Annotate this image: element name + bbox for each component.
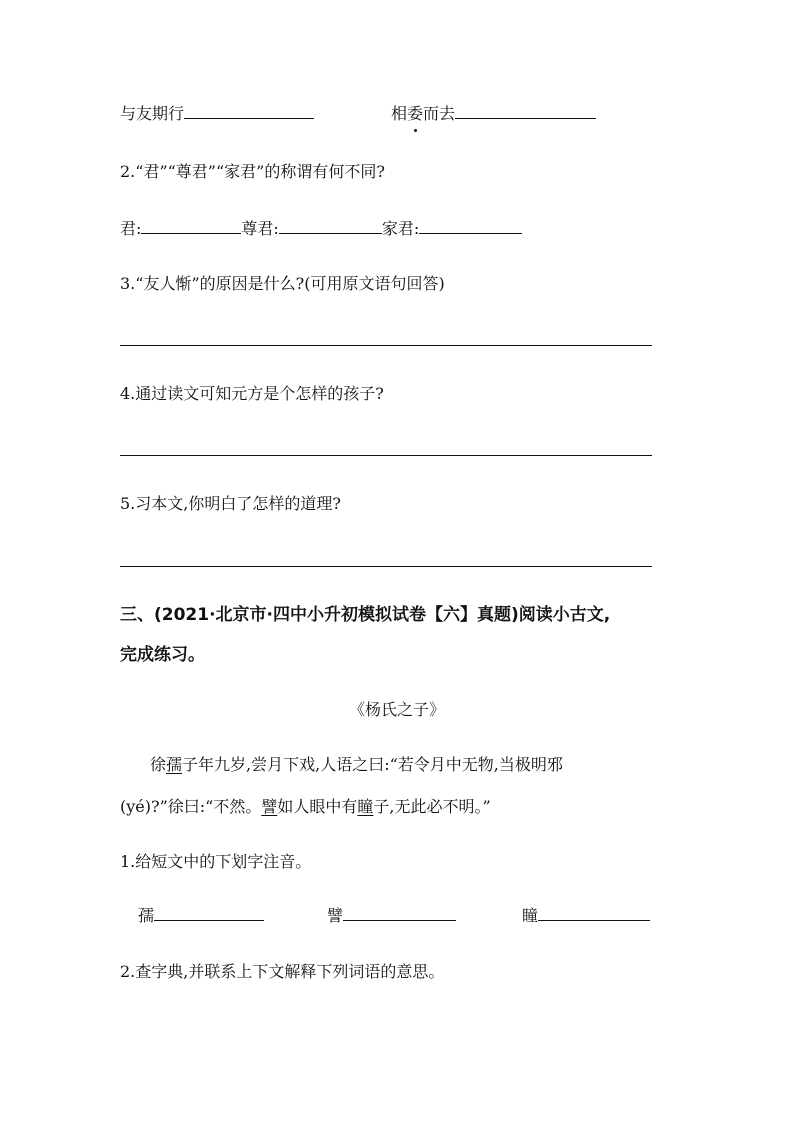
sub-question-1: 1.给短文中的下划字注音。 bbox=[120, 852, 312, 871]
vocab-right-word-pre: 相 bbox=[391, 104, 408, 123]
passage-line2-end: 子,无此必不明。” bbox=[373, 797, 491, 816]
question-2: 2.“君”“尊君”“家君”的称谓有何不同? bbox=[120, 162, 385, 181]
underlined-char-pi: 譬 bbox=[261, 797, 278, 816]
passage-title: 《杨氏之子》 bbox=[348, 700, 445, 719]
vocab-row-right bbox=[391, 102, 596, 126]
blank-jun[interactable] bbox=[141, 219, 241, 234]
vocab-right-word-post: 而去 bbox=[423, 104, 456, 123]
question-4: 4.通过读文可知元方是个怎样的孩子? bbox=[120, 384, 384, 403]
vocab-right-word-dotted: 委 bbox=[407, 102, 423, 126]
pinyin-item-3 bbox=[522, 904, 650, 928]
passage-line2-mid: 如人眼中有 bbox=[277, 797, 358, 816]
blank-jiajun[interactable] bbox=[419, 219, 522, 234]
vocab-row bbox=[120, 102, 314, 126]
section-3-heading-line2: 完成练习。 bbox=[120, 645, 205, 665]
pinyin-item-1 bbox=[138, 904, 264, 928]
pinyin-blank-1[interactable] bbox=[154, 906, 264, 921]
sub-question-2: 2.查字典,并联系上下文解释下列词语的意思。 bbox=[120, 962, 445, 981]
question-2-answers bbox=[120, 217, 522, 241]
label-jun: 君: bbox=[120, 219, 142, 238]
vocab-left-word: 与友期行 bbox=[120, 104, 185, 123]
passage-line1-start: 徐 bbox=[150, 755, 167, 774]
passage-line-2 bbox=[120, 795, 491, 819]
answer-line-q3[interactable] bbox=[120, 345, 652, 346]
pinyin-blank-3[interactable] bbox=[538, 906, 650, 921]
blank-zunjun[interactable] bbox=[279, 219, 382, 234]
pinyin-char-1: 孺 bbox=[138, 906, 155, 925]
passage-line2-start: (yé)?”徐曰:“不然。 bbox=[120, 797, 262, 816]
vocab-right-blank[interactable] bbox=[455, 104, 596, 119]
label-jiajun: 家君: bbox=[381, 219, 420, 238]
label-zunjun: 尊君: bbox=[241, 219, 279, 238]
pinyin-char-2: 譬 bbox=[327, 906, 344, 925]
vocab-left-blank[interactable] bbox=[184, 104, 314, 119]
section-3-heading-line1: 三、(2021·北京市·四中小升初模拟试卷【六】真题)阅读小古文, bbox=[120, 605, 611, 625]
passage-line1-rest: 子年九岁,尝月下戏,人语之曰:“若令月中无物,当极明邪 bbox=[182, 755, 563, 774]
pinyin-blank-2[interactable] bbox=[343, 906, 456, 921]
passage-line-1 bbox=[150, 753, 563, 777]
answer-line-q4[interactable] bbox=[120, 455, 652, 456]
question-5: 5.习本文,你明白了怎样的道理? bbox=[120, 494, 341, 513]
answer-line-q5[interactable] bbox=[120, 566, 652, 567]
question-3: 3.“友人惭”的原因是什么?(可用原文语句回答) bbox=[120, 274, 445, 293]
pinyin-char-3: 瞳 bbox=[522, 906, 539, 925]
underlined-char-tong: 瞳 bbox=[357, 797, 374, 816]
pinyin-item-2 bbox=[327, 904, 456, 928]
underlined-char-ru: 孺 bbox=[166, 755, 183, 774]
